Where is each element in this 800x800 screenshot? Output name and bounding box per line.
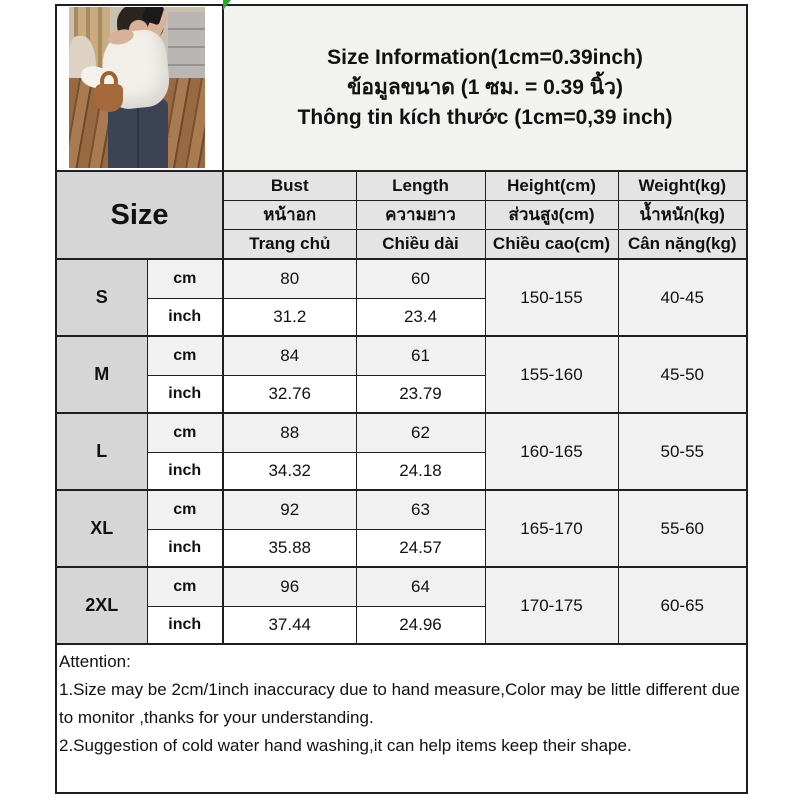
col-header-weight-en: Weight(kg) <box>618 171 747 200</box>
photo-brown-bag <box>95 84 124 111</box>
length-cm-m: 61 <box>356 336 485 375</box>
size-label-2xl: 2XL <box>56 567 147 644</box>
col-header-length-th: ความยาว <box>356 200 485 229</box>
size-label-xl: XL <box>56 490 147 567</box>
length-inch-m: 23.79 <box>356 375 485 413</box>
table-row <box>56 413 747 452</box>
bust-inch-m: 32.76 <box>223 375 356 413</box>
table-row <box>56 259 747 298</box>
product-photo-cell <box>56 5 223 171</box>
bust-inch-s: 31.2 <box>223 298 356 336</box>
size-table <box>55 4 748 794</box>
unit-inch: inch <box>147 529 223 567</box>
unit-inch: inch <box>147 375 223 413</box>
bust-inch-l: 34.32 <box>223 452 356 490</box>
bust-cm-2xl: 96 <box>223 567 356 606</box>
col-header-weight-th: น้ำหนัก(kg) <box>618 200 747 229</box>
weight-range-2xl: 60-65 <box>618 567 747 644</box>
height-range-l: 160-165 <box>485 413 618 490</box>
table-row <box>56 336 747 375</box>
height-range-s: 150-155 <box>485 259 618 336</box>
col-header-bust-th: หน้าอก <box>223 200 356 229</box>
bust-inch-2xl: 37.44 <box>223 606 356 644</box>
col-header-height-en: Height(cm) <box>485 171 618 200</box>
col-header-weight-vi: Cân nặng(kg) <box>618 229 747 259</box>
unit-cm: cm <box>147 259 223 298</box>
title-cell <box>223 5 747 171</box>
col-header-length-en: Length <box>356 171 485 200</box>
height-range-2xl: 170-175 <box>485 567 618 644</box>
col-header-bust-en: Bust <box>223 171 356 200</box>
unit-inch: inch <box>147 298 223 336</box>
title-english: Size Information(1cm=0.39inch) <box>327 46 643 69</box>
bust-cm-m: 84 <box>223 336 356 375</box>
weight-range-l: 50-55 <box>618 413 747 490</box>
length-cm-xl: 63 <box>356 490 485 529</box>
col-header-height-vi: Chiều cao(cm) <box>485 229 618 259</box>
unit-inch: inch <box>147 452 223 490</box>
title-thai: ข้อมูลขนาด (1 ซม. = 0.39 นิ้ว) <box>347 76 623 99</box>
length-cm-2xl: 64 <box>356 567 485 606</box>
weight-range-s: 40-45 <box>618 259 747 336</box>
weight-range-m: 45-50 <box>618 336 747 413</box>
unit-cm: cm <box>147 490 223 529</box>
length-cm-l: 62 <box>356 413 485 452</box>
bust-cm-xl: 92 <box>223 490 356 529</box>
table-row <box>56 490 747 529</box>
length-inch-xl: 24.57 <box>356 529 485 567</box>
length-cm-s: 60 <box>356 259 485 298</box>
height-range-m: 155-160 <box>485 336 618 413</box>
attention-note-2: 2.Suggestion of cold water hand washing,it can help items keep their shape. <box>59 736 632 755</box>
size-chart-sheet <box>55 4 748 794</box>
length-inch-2xl: 24.96 <box>356 606 485 644</box>
height-range-xl: 165-170 <box>485 490 618 567</box>
size-label-m: M <box>56 336 147 413</box>
table-row <box>56 567 747 606</box>
size-label-l: L <box>56 413 147 490</box>
unit-inch: inch <box>147 606 223 644</box>
product-photo <box>69 7 205 168</box>
size-header: Size <box>56 171 223 259</box>
col-header-bust-vi: Trang chủ <box>223 229 356 259</box>
size-label-s: S <box>56 259 147 336</box>
attention-note-1: 1.Size may be 2cm/1inch inaccuracy due to hand measure,Color may be little different due to monitor ,thanks for your understanding. <box>59 680 740 727</box>
length-inch-l: 24.18 <box>356 452 485 490</box>
col-header-height-th: ส่วนสูง(cm) <box>485 200 618 229</box>
attention-cell <box>56 644 747 793</box>
unit-cm: cm <box>147 413 223 452</box>
weight-range-xl: 55-60 <box>618 490 747 567</box>
unit-cm: cm <box>147 336 223 375</box>
bust-cm-s: 80 <box>223 259 356 298</box>
unit-cm: cm <box>147 567 223 606</box>
title-vietnamese: Thông tin kích thước (1cm=0,39 inch) <box>297 106 673 129</box>
length-inch-s: 23.4 <box>356 298 485 336</box>
bust-cm-l: 88 <box>223 413 356 452</box>
col-header-length-vi: Chiều dài <box>356 229 485 259</box>
attention-heading: Attention: <box>59 652 131 671</box>
bust-inch-xl: 35.88 <box>223 529 356 567</box>
